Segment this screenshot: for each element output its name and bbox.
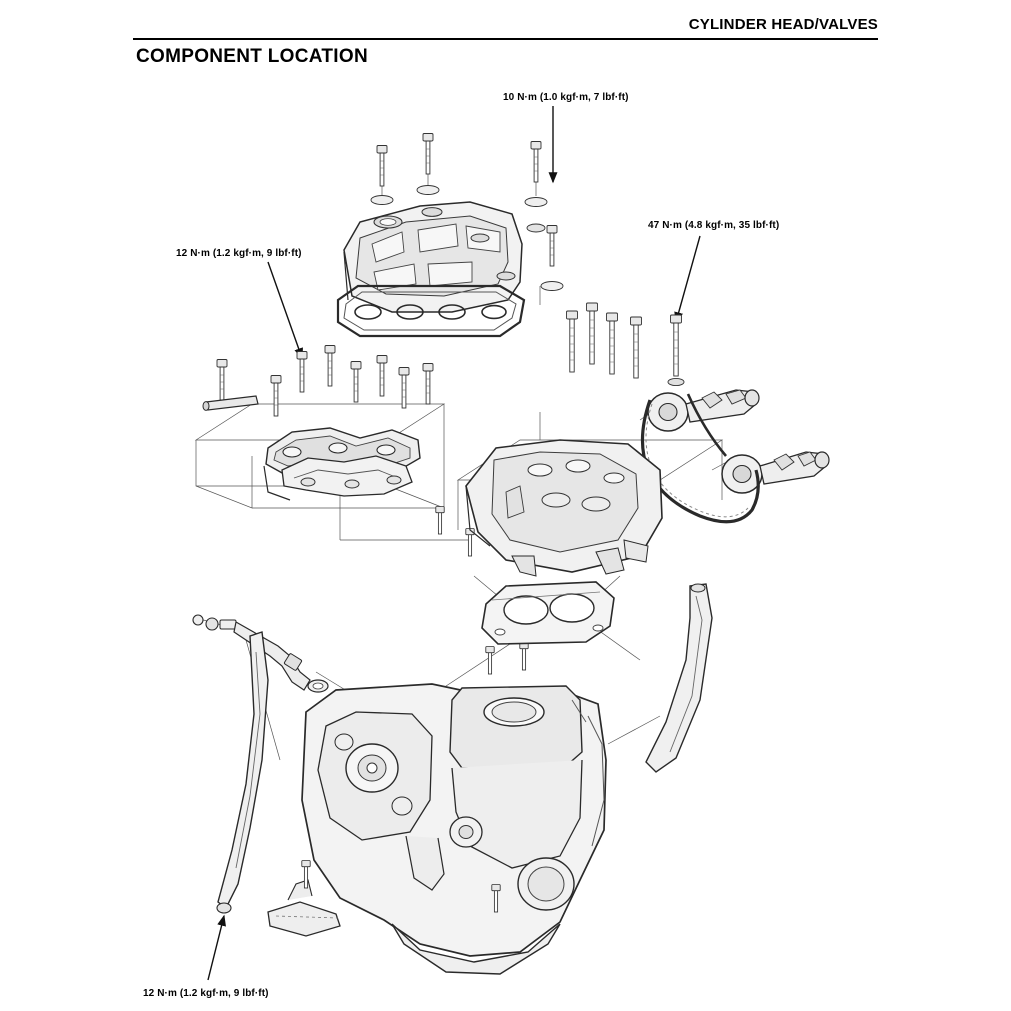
callout-torque-bottom: 12 N·m (1.2 kgf·m, 9 lbf·ft) [143, 988, 269, 999]
callout-torque-right: 47 N·m (4.8 kgf·m, 35 lbf·ft) [648, 220, 780, 231]
cam-chain-guide [646, 584, 712, 772]
camshafts-and-cam-chain [642, 390, 829, 522]
leader-line-right [676, 236, 700, 322]
leader-line-left [268, 262, 302, 358]
callout-torque-top: 10 N·m (1.0 kgf·m, 7 lbf·ft) [503, 92, 629, 103]
header-title: CYLINDER HEAD/VALVES [688, 16, 878, 33]
leader-line-bottom [208, 916, 224, 980]
cylinder-head-bolts [436, 303, 684, 674]
callout-torque-left: 12 N·m (1.2 kgf·m, 9 lbf·ft) [176, 248, 302, 259]
crankcase-assembly [217, 632, 606, 974]
page-header [0, 16, 1011, 42]
cylinder-head-gasket [482, 582, 614, 644]
rocker-arm-assembly [203, 346, 433, 501]
spark-plug-assembly [193, 615, 328, 692]
cylinder-head [466, 412, 662, 576]
section-title: COMPONENT LOCATION [136, 46, 368, 67]
header-divider [133, 38, 878, 40]
cylinder-head-cover [338, 134, 563, 337]
